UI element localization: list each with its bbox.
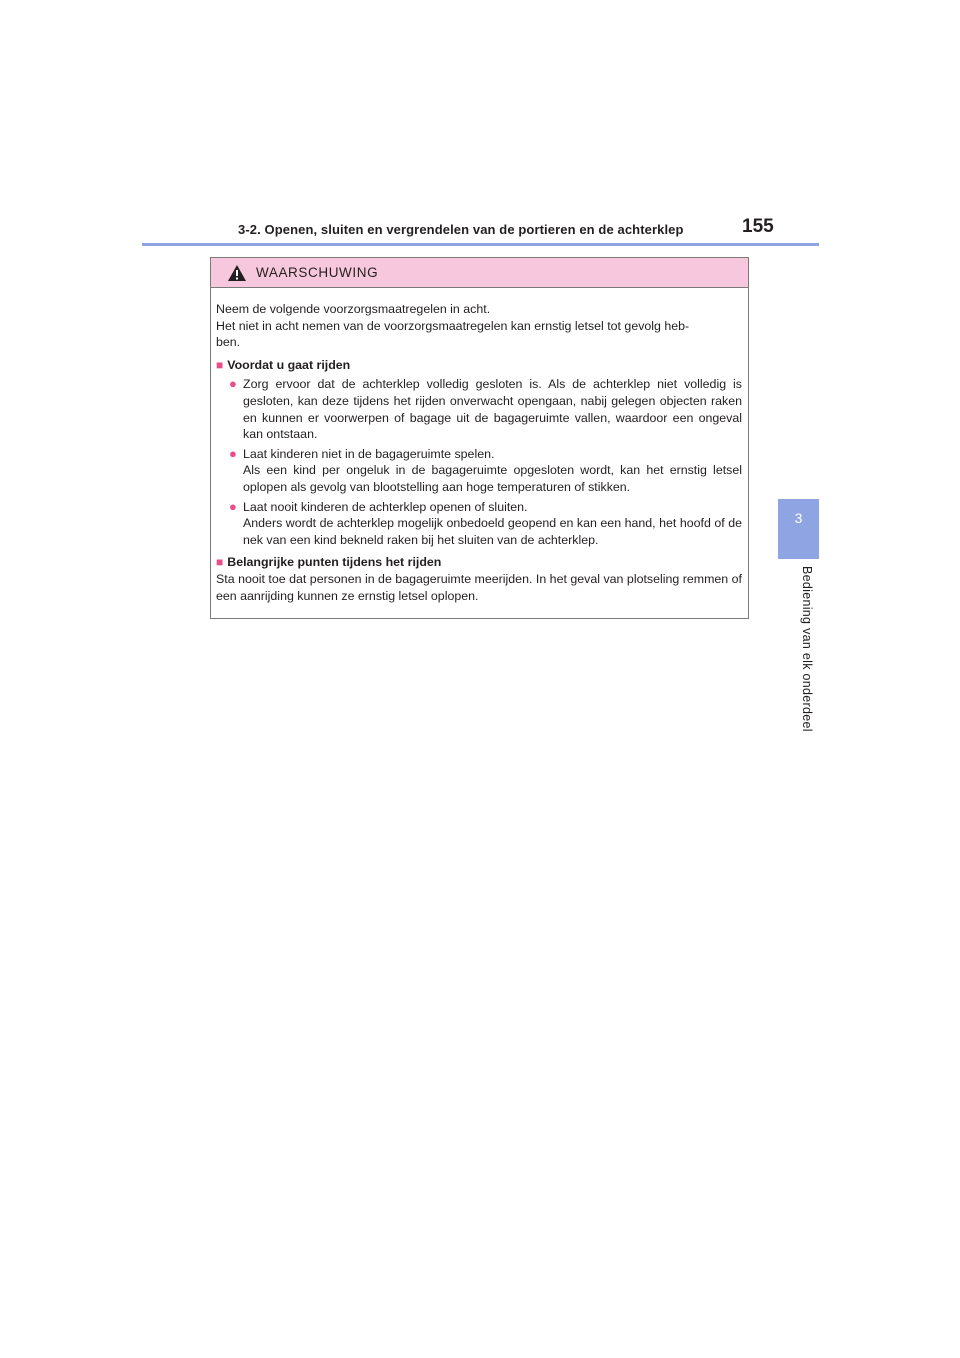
chapter-tab xyxy=(778,499,819,559)
bullet-item: ● Zorg ervoor dat de achterklep volledig gesloten is. Als de achterklep niet volledig is gesloten, kan deze tijdens het rijden onverwacht opengaan, nabij gelegen objecten raken en kunnen er voorwerpen of bagage uit de bagageruimte vallen, waardoor een ongeval kan ontstaan. xyxy=(229,376,742,442)
warning-label: WAARSCHUWING xyxy=(256,265,379,280)
bullet-dot-icon: ● xyxy=(229,498,237,514)
section-title: ■ Belangrijke punten tijdens het rijden xyxy=(216,555,442,570)
warning-body xyxy=(211,288,748,604)
warning-box xyxy=(210,257,749,619)
section-while-driving xyxy=(216,554,742,604)
bullet-item: ● Laat kinderen niet in de bagageruimte spelen. Als een kind per ongeluk in de bagageruimte opgesloten wordt, kan het ernstig letsel oplopen als gevolg van blootstelling aan hoge temperaturen of stikken. xyxy=(229,445,742,494)
warning-header xyxy=(211,258,748,288)
square-bullet-icon: ■ xyxy=(216,555,224,570)
section-title: ■ Voordat u gaat rijden xyxy=(216,357,351,372)
section-text: Sta nooit toe dat personen in de bagageruimte meerijden. In het geval van plotseling remmen of een aanrijding kunnen ze ernstig letsel oplopen. xyxy=(216,571,742,603)
bullet-dot-icon: ● xyxy=(229,445,237,461)
chapter-number: 3 xyxy=(794,510,803,526)
bullet-item: ● Laat nooit kinderen de achterklep openen of sluiten. Anders wordt de achterklep mogelijk onbedoeld geopend en kan een hand, het hoofd of de nek van een kind bekneld raken bij het sluiten van de achterklep. xyxy=(229,498,742,547)
page-number: 155 xyxy=(742,216,774,237)
chapter-title: Bediening van elk onderdeel xyxy=(800,566,814,732)
section-header-title: 3-2. Openen, sluiten en vergrendelen van de portieren en de achterklep xyxy=(238,222,684,237)
bullet-dot-icon: ● xyxy=(229,376,237,392)
warning-triangle-icon xyxy=(227,264,247,282)
square-bullet-icon: ■ xyxy=(216,357,224,372)
header-rule xyxy=(142,243,819,246)
section-before-driving xyxy=(216,357,742,549)
warning-intro: Neem de volgende voorzorgsmaatregelen in acht. Het niet in acht nemen van de voorzorgsmaatregelen kan ernstig letsel tot gevolg heb- ben. xyxy=(216,302,690,350)
